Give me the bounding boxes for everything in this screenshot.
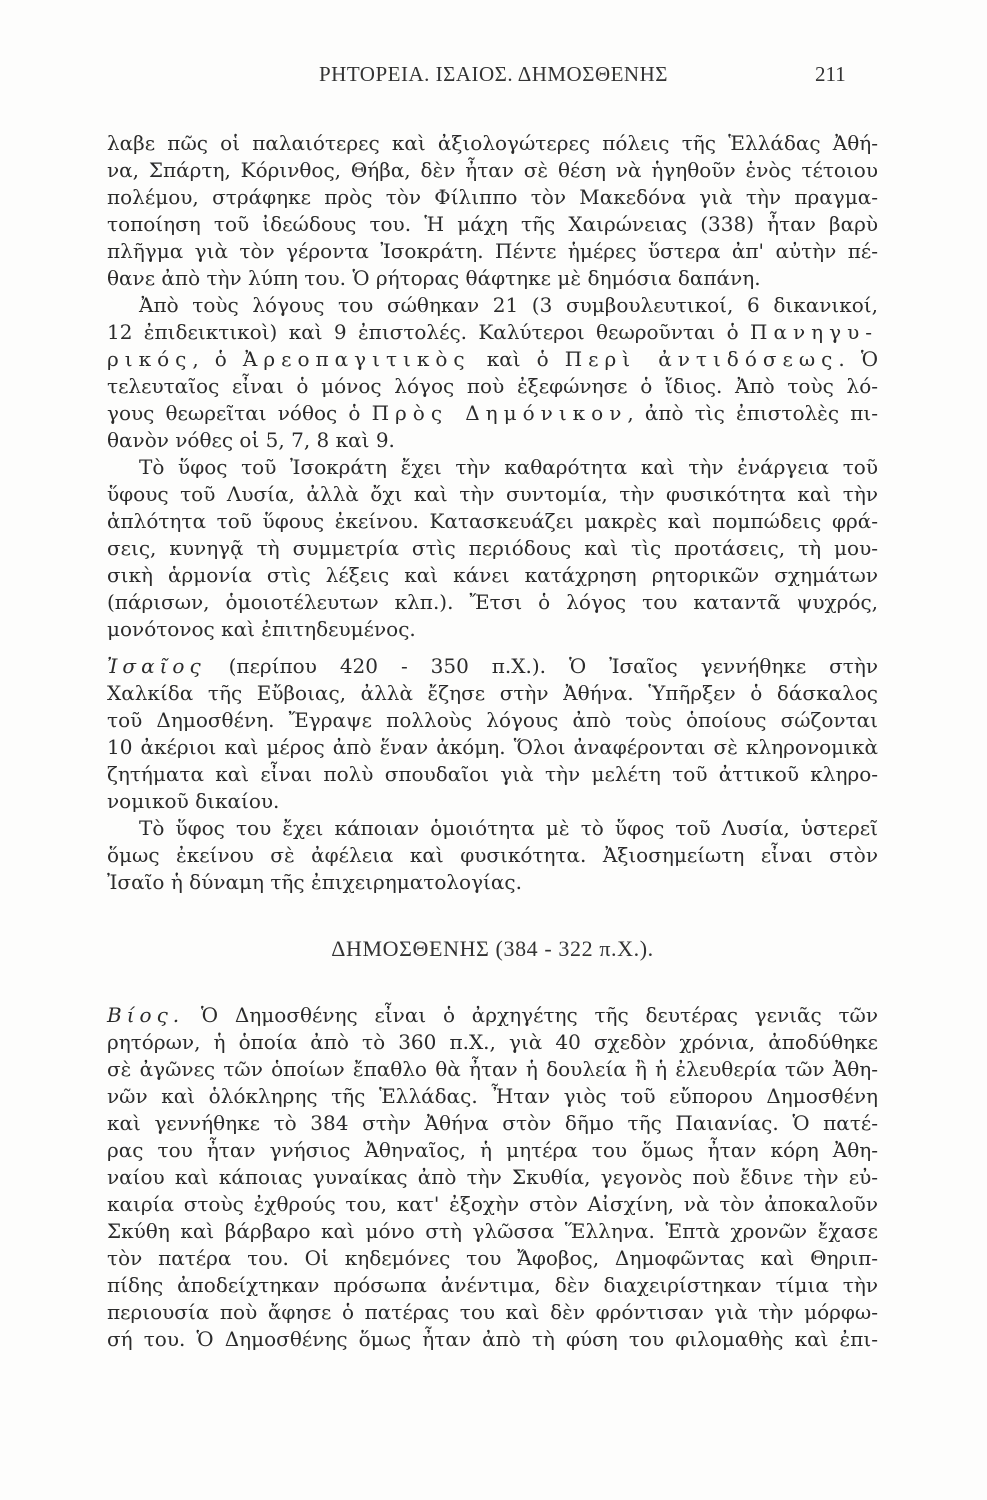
paragraph-gap [107, 643, 878, 653]
text-line: θανε ἀπὸ τὴν λύπη του. Ὁ ρήτορας θάφτηκε μὲ δημόσια δαπάνη. [107, 266, 761, 290]
isocrates-paragraph-3 [107, 454, 878, 643]
text-line [107, 454, 878, 481]
text-line [107, 346, 878, 373]
text-line: ὅμως ἐκείνου σὲ ἀφέλεια καὶ φυσικότητα. Ἀξιοσημείωτη εἶναι στὸν [107, 843, 878, 867]
text-line: ρας του ἦταν γνήσιος Ἀθηναῖος, ἡ μητέρα του ὅμως ἦταν κόρη Ἀθη- [107, 1138, 878, 1162]
text-line [107, 1002, 878, 1029]
work-title-ad-demonicum: Πρὸς Δημόνικον [371, 401, 628, 425]
text-line: σή του. Ὁ Δημοσθένης ὅμως ἦταν ἀπὸ τὴ φύση του φιλομαθὴς καὶ ἐπι- [107, 1327, 878, 1351]
isocrates-paragraph-1 [107, 130, 878, 292]
text-line: ὕφους τοῦ Λυσία, ἀλλὰ ὄχι καὶ τὴν συντομία, τὴν φυσικότητα καὶ τὴν [107, 482, 878, 506]
text-segment: (περίπου 420 - 350 π.Χ.). Ὁ Ἰσαῖος γεννήθηκε στὴν [228, 654, 878, 678]
text-line: σὲ ἀγῶνες τῶν ὁποίων ἔπαθλο θὰ ἦταν ἡ δουλεία ἢ ἡ ἐλευθερία τῶν Ἀθη- [107, 1057, 878, 1081]
demosthenes-paragraph-1 [107, 1002, 878, 1353]
text-line: να, Σπάρτη, Κόρινθος, Θήβα, δὲν ἦταν σὲ θέση νὰ ἡγηθοῦν ἑνὸς τέτοιου [107, 158, 878, 182]
section-heading-demosthenes: ΔΗΜΟΣΘΕΝΗΣ (384 - 322 π.Χ.). [331, 936, 654, 961]
work-title-areopagiticus: Ἀρεοπαγιτικὸς [242, 347, 471, 371]
text-segment: Τὸ ὕφος του ἔχει κάποιαν ὁμοιότητα μὲ τὸ ὕφος τοῦ Λυσία, ὑστερεῖ [139, 816, 878, 840]
text-line: τοῦ Δημοσθένη. Ἔγραψε πολλοὺς λόγους ἀπὸ τοὺς ὁποίους σώζονται [107, 708, 878, 732]
text-segment: , ἀπὸ τὶς ἐπιστολὲς πι- [627, 401, 878, 425]
text-line: καιρία στοὺς ἐχθρούς του, κατ' ἐξοχὴν στὸν Αἰσχίνη, νὰ τὸν ἀποκαλοῦν [107, 1192, 878, 1216]
text-line: σικὴ ἁρμονία στὶς λέξεις καὶ κάνει κατάχρηση ρητορικῶν σχημάτων [107, 563, 878, 587]
text-segment: Τὸ ὕφος τοῦ Ἰσοκράτη ἔχει τὴν καθαρότητα καὶ τὴν ἐνάργεια τοῦ [139, 455, 878, 479]
text-line: 10 ἀκέριοι καὶ μέρος ἀπὸ ἕναν ἀκόμη. Ὅλοι ἀναφέρονται σὲ κληρονομικὰ [107, 735, 878, 759]
text-line: ναίου καὶ κάποιας γυναίκας ἀπὸ τὴν Σκυθία, γεγονὸς ποὺ ἔδινε τὴν εὐ- [107, 1165, 878, 1189]
text-line [107, 400, 878, 427]
text-line: σεις, κυνηγᾷ τὴ συμμετρία στὶς περιόδους καὶ τὶς προτάσεις, τὴ μου- [107, 536, 878, 560]
subheading-bios: Βίος. [107, 1003, 185, 1027]
isaeus-paragraph-1 [107, 653, 878, 815]
text-line: θανὸν νόθες οἱ 5, 7, 8 καὶ 9. [107, 428, 395, 452]
text-segment: Ἀπὸ τοὺς λόγους του σώθηκαν 21 (3 συμβουλευτικοί, 6 δικανικοί, [139, 293, 878, 317]
page-number: 211 [815, 62, 846, 86]
isaeus-paragraph-2 [107, 815, 878, 896]
text-line [107, 292, 878, 319]
text-line [107, 319, 878, 346]
text-line: τὸν πατέρα του. Οἱ κηδεμόνες του Ἄφοβος, Δημοφῶντας καὶ Θηριπ- [107, 1246, 878, 1270]
text-line: πλῆγμα γιὰ τὸν γέροντα Ἰσοκράτη. Πέντε ἡμέρες ὕστερα ἀπ' αὐτὴν πέ- [107, 239, 878, 263]
section-gap [107, 963, 878, 1002]
running-header [0, 62, 987, 92]
text-line: Σκύθη καὶ βάρβαρο καὶ μόνο στὴ γλῶσσα Ἕλληνα. Ἑπτὰ χρονῶν ἔχασε [107, 1219, 878, 1243]
text-line [107, 815, 878, 842]
text-line: νῶν καὶ ὁλόκληρης τῆς Ἑλλάδας. Ἦταν γιὸς τοῦ εὔπορου Δημοσθένη [107, 1084, 878, 1108]
text-segment: 12 ἐπιδεικτικοὶ) καὶ 9 ἐπιστολές. Καλύτεροι θεωροῦνται ὁ [107, 320, 739, 344]
text-line: περιουσία ποὺ ἄφησε ὁ πατέρας του καὶ δὲν φρόντισαν γιὰ τὴν μόρφω- [107, 1300, 878, 1324]
text-line: Ἰσαῖο ἡ δύναμη τῆς ἐπιχειρηματολογίας. [107, 870, 522, 894]
text-line: λαβε πῶς οἱ παλαιότερες καὶ ἀξιολογώτερες πόλεις τῆς Ἑλλάδας Ἀθή- [107, 131, 878, 155]
text-segment: . Ὁ [838, 347, 879, 371]
text-segment: καὶ ὁ [486, 347, 549, 371]
text-segment: Ὁ Δημοσθένης εἶναι ὁ ἀρχηγέτης τῆς δευτέρας γενιᾶς τῶν [200, 1003, 878, 1027]
body-text [107, 130, 878, 1353]
text-line: πολέμου, στράφηκε πρὸς τὸν Φίλιππο τὸν Μακεδόνα γιὰ τὴν πραγμα- [107, 185, 878, 209]
work-title-antidosis: Περὶ ἀντιδόσεως [564, 347, 839, 371]
running-title: ΡΗΤΟΡΕΙΑ. ΙΣΑΙΟΣ. ΔΗΜΟΣΘΕΝΗΣ [318, 62, 668, 86]
text-line: τοποίηση τοῦ ἰδεώδους του. Ἡ μάχη τῆς Χαιρώνειας (338) ἦταν βαρὺ [107, 212, 878, 236]
section-gap [107, 896, 878, 935]
text-segment: , ὁ [192, 347, 227, 371]
work-title-panegyricus: Πανηγυ- [750, 320, 878, 344]
work-title-panegyricus-end: ρικός [107, 347, 193, 371]
text-line: Χαλκίδα τῆς Εὔβοιας, ἀλλὰ ἔζησε στὴν Ἀθήνα. Ὑπῆρξεν ὁ δάσκαλος [107, 681, 878, 705]
text-segment: γους θεωρεῖται νόθος ὁ [107, 401, 361, 425]
text-line [107, 653, 878, 680]
author-name-isaeus: Ἰσαῖος [107, 654, 206, 678]
text-line: μονότονος καὶ ἐπιτηδευμένος. [107, 617, 416, 641]
text-line: (πάρισων, ὁμοιοτέλευτων κλπ.). Ἔτσι ὁ λόγος του καταντᾶ ψυχρός, [107, 590, 878, 614]
text-line: πίδης ἀποδείχτηκαν πρόσωπα ἀνέντιμα, δὲν διαχειρίστηκαν τίμια τὴν [107, 1273, 878, 1297]
text-line: νομικοῦ δικαίου. [107, 789, 280, 813]
text-line: καὶ γεννήθηκε τὸ 384 στὴν Ἀθήνα στὸν δῆμο τῆς Παιανίας. Ὁ πατέ- [107, 1111, 878, 1135]
text-line: ἁπλότητα τοῦ ὕφους ἐκείνου. Κατασκευάζει μακρὲς καὶ πομπώδεις φρά- [107, 509, 878, 533]
text-line: ρητόρων, ἡ ὁποία ἀπὸ τὸ 360 π.Χ., γιὰ 40 σχεδὸν χρόνια, ἀποδύθηκε [107, 1030, 878, 1054]
isocrates-paragraph-2 [107, 292, 878, 454]
text-line: τελευταῖος εἶναι ὁ μόνος λόγος ποὺ ἐξεφώνησε ὁ ἴδιος. Ἀπὸ τοὺς λό- [107, 374, 878, 398]
text-line: ζητήματα καὶ εἶναι πολὺ σπουδαῖοι γιὰ τὴν μελέτη τοῦ ἀττικοῦ κληρο- [107, 762, 878, 786]
